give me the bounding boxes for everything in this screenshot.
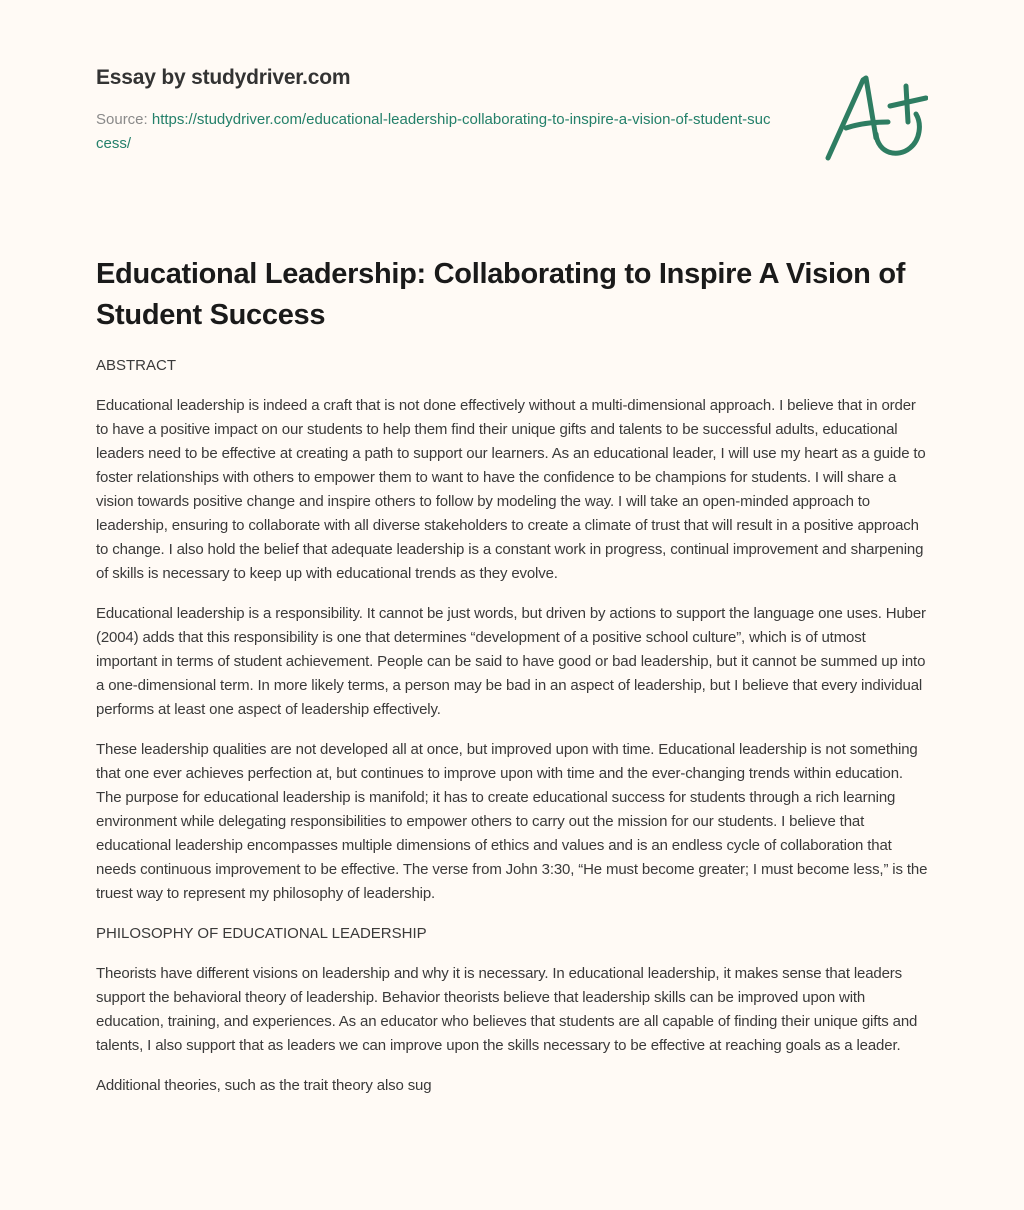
paragraph: Theorists have different visions on leadership and why it is necessary. In educational leadership, it makes sense that leaders support the behavioral theory of leadership. Behavior theorists believe that leadership skills can be improved upon with education, training, and experiences. As an educator who believes that students are all capable of finding their unique gifts and talents, I also support that as leaders we can improve upon the skills necessary to be effective at reaching goals as a leader. [96,965,918,1054]
section-heading-philosophy: PHILOSOPHY OF EDUCATIONAL LEADERSHIP [96,925,427,942]
section-heading-abstract: ABSTRACT [96,357,177,374]
source-link[interactable]: https://studydriver.com/educational-leadership-collaborating-to-inspire-a-vision-of-student-success/ [96,111,771,152]
source-line [96,108,776,156]
a-plus-grade-icon [818,66,928,166]
source-label: Source: [96,111,148,128]
page-header [96,62,776,156]
paragraph: Educational leadership is a responsibility. It cannot be just words, but driven by actions to support the language one uses. Huber (2004) adds that this responsibility is one that determines “development of a positive school culture”, which is of utmost important in terms of student achievement. People can be said to have good or bad leadership, but it cannot be summed up into a one-dimensional term. In more likely terms, a person may be bad in an aspect of leadership, but I believe that every individual performs at least one aspect of leadership effectively. [96,605,926,718]
document-title: Educational Leadership: Collaborating to Inspire A Vision of Student Success [96,258,906,331]
paragraph: These leadership qualities are not developed all at once, but improved upon with time. Educational leadership is not something that one ever achieves perfection at, but continues to improve upon with time and the ever-changing trends within education. The purpose for educational leadership is manifold; it has to create educational success for students through a rich learning environment while delegating responsibilities to empower others to carry out the mission for our students. I believe that educational leadership encompasses multiple dimensions of ethics and values and is an endless cycle of collaboration that needs continuous improvement to be effective. The verse from John 3:30, “He must become greater; I must become less,” is the truest way to represent my philosophy of leadership. [96,741,928,902]
paragraph: Educational leadership is indeed a craft that is not done effectively without a multi-dimensional approach. I believe that in order to have a positive impact on our students to help them find their unique gifts and talents to be successful adults, educational leaders need to be effective at creating a path to support our learners. As an educational leader, I will use my heart as a guide to foster relationships with others to empower them to want to have the confidence to be champions for students. I will share a vision towards positive change and inspire others to follow by modeling the way. I will take an open-minded approach to leadership, ensuring to collaborate with all diverse stakeholders to create a climate of trust that will result in a positive approach to change. I also hold the belief that adequate leadership is a constant work in progress, continual improvement and sharpening of skills is necessary to keep up with educational trends as they evolve. [96,397,926,582]
document-body [96,254,928,1114]
paragraph-truncated: Additional theories, such as the trait theory also sug [96,1077,432,1094]
site-title: Essay by studydriver.com [96,66,351,89]
